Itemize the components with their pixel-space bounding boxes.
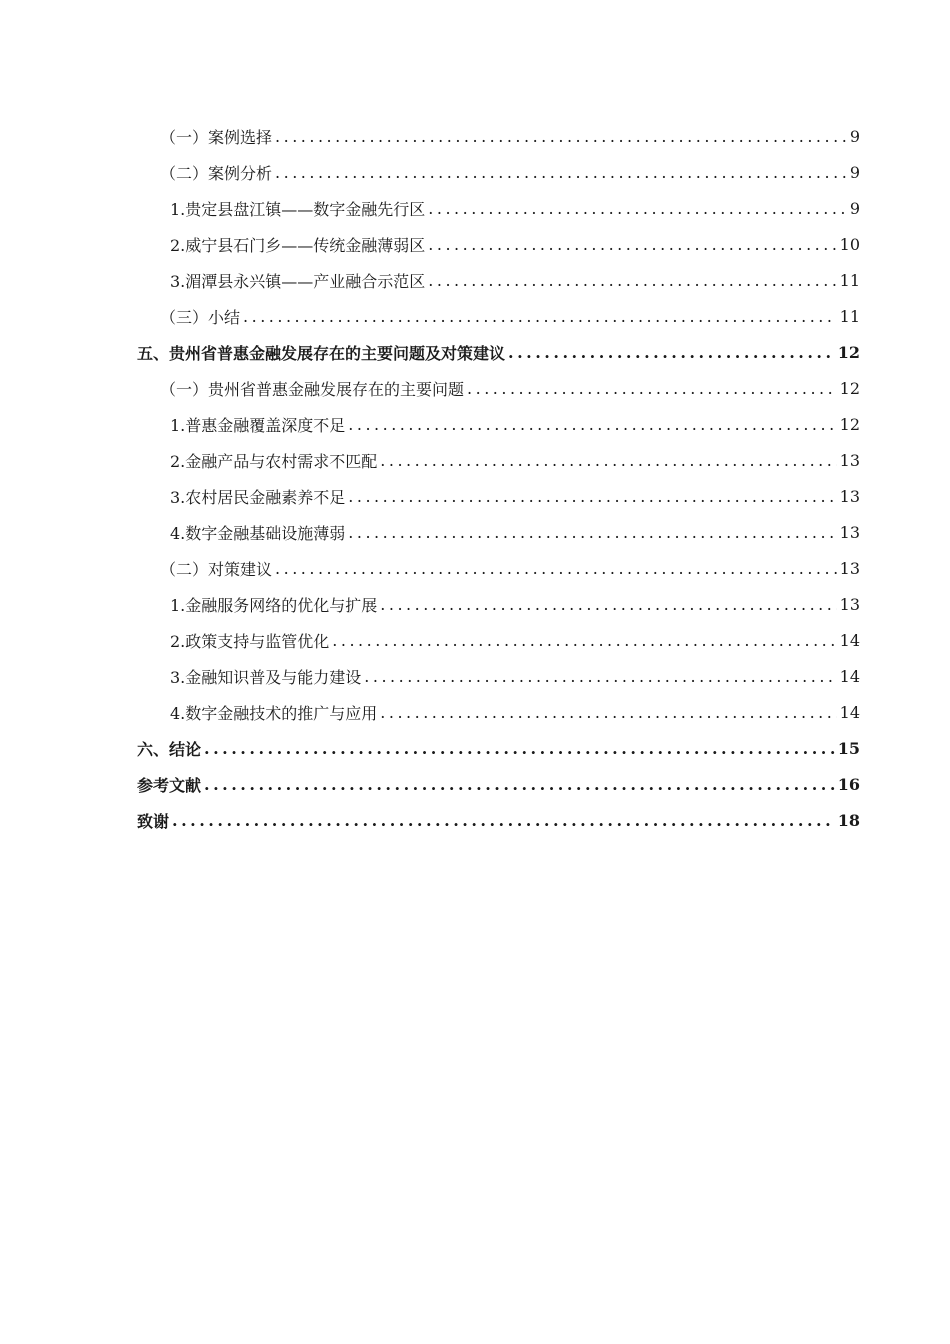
toc-leader-dots (364, 667, 836, 686)
toc-leader-dots (275, 559, 837, 578)
toc-entry-title: 3.湄潭县永兴镇——产业融合示范区 (170, 271, 426, 291)
toc-page-number: 15 (837, 738, 860, 758)
toc-page-number: 13 (839, 522, 860, 542)
toc-leader-dots (467, 379, 837, 398)
toc-leader-dots (275, 127, 847, 146)
toc-leader-dots (348, 415, 836, 434)
toc-page-number: 18 (837, 810, 860, 830)
toc-page-number: 9 (849, 198, 860, 218)
toc-leader-dots (428, 199, 847, 218)
toc-page-number: 11 (839, 270, 860, 290)
toc-entry-title: （二）案例分析 (160, 163, 273, 183)
toc-leader-dots (172, 811, 835, 830)
toc-entry[interactable] (137, 442, 860, 478)
toc-entry[interactable] (137, 694, 860, 730)
toc-entry-title: 2.金融产品与农村需求不匹配 (170, 451, 378, 471)
toc-leader-dots (348, 487, 836, 506)
toc-leader-dots (348, 523, 836, 542)
toc-entry[interactable] (137, 370, 860, 406)
toc-entry[interactable] (137, 658, 860, 694)
toc-page-number: 14 (839, 666, 860, 686)
toc-entry[interactable] (137, 406, 860, 442)
toc-page-number: 11 (839, 306, 860, 326)
toc-entry[interactable] (137, 730, 860, 766)
toc-page-number: 12 (839, 378, 860, 398)
toc-page-number: 14 (839, 630, 860, 650)
toc-entry[interactable] (137, 154, 860, 190)
toc-entry[interactable] (137, 262, 860, 298)
toc-entry[interactable] (137, 226, 860, 262)
toc-page-number: 12 (839, 414, 860, 434)
toc-entry-title: （三）小结 (160, 307, 241, 327)
toc-entry[interactable] (137, 298, 860, 334)
toc-entry[interactable] (137, 766, 860, 802)
toc-entry-title: （一）贵州省普惠金融发展存在的主要问题 (160, 379, 465, 399)
toc-page-number: 14 (839, 702, 860, 722)
toc-entry[interactable] (137, 802, 860, 838)
toc-entry-title: （二）对策建议 (160, 559, 273, 579)
toc-page-number: 10 (839, 234, 860, 254)
toc-entry[interactable] (137, 190, 860, 226)
toc-entry-title: （一）案例选择 (160, 127, 273, 147)
toc-entry-title: 4.数字金融基础设施薄弱 (170, 523, 346, 543)
toc-entry-title: 2.政策支持与监管优化 (170, 631, 330, 651)
toc-page-number: 9 (849, 126, 860, 146)
toc-entry[interactable] (137, 334, 860, 370)
toc-entry[interactable] (137, 118, 860, 154)
toc-entry[interactable] (137, 514, 860, 550)
toc-entry-title: 3.农村居民金融素养不足 (170, 487, 346, 507)
toc-leader-dots (380, 451, 836, 470)
toc-entry-title: 五、贵州省普惠金融发展存在的主要问题及对策建议 (137, 343, 506, 363)
toc-page-number: 16 (837, 774, 860, 794)
toc-leader-dots (275, 163, 847, 182)
toc-leader-dots (243, 307, 837, 326)
toc-leader-dots (204, 775, 835, 794)
toc-entry-title: 1.普惠金融覆盖深度不足 (170, 415, 346, 435)
toc-page-number: 13 (839, 558, 860, 578)
toc-leader-dots (508, 343, 835, 362)
toc-leader-dots (428, 235, 836, 254)
toc-page-number: 13 (839, 486, 860, 506)
toc-leader-dots (380, 703, 836, 722)
toc-entry-title: 六、结论 (137, 739, 202, 759)
toc-entry-title: 参考文献 (137, 775, 202, 795)
toc-page-number: 12 (837, 342, 860, 362)
toc-entry-title: 1.贵定县盘江镇——数字金融先行区 (170, 199, 426, 219)
toc-page-number: 13 (839, 594, 860, 614)
toc-page-number: 9 (849, 162, 860, 182)
toc-leader-dots (204, 739, 835, 758)
toc-page-number: 13 (839, 450, 860, 470)
toc-entry-title: 1.金融服务网络的优化与扩展 (170, 595, 378, 615)
toc-entry-title: 3.金融知识普及与能力建设 (170, 667, 362, 687)
toc-leader-dots (332, 631, 836, 650)
toc-entry[interactable] (137, 478, 860, 514)
toc-leader-dots (380, 595, 836, 614)
toc-entry-title: 4.数字金融技术的推广与应用 (170, 703, 378, 723)
table-of-contents (137, 118, 860, 838)
toc-entry[interactable] (137, 550, 860, 586)
toc-leader-dots (428, 271, 836, 290)
toc-entry[interactable] (137, 586, 860, 622)
toc-entry-title: 致谢 (137, 811, 170, 831)
toc-entry-title: 2.威宁县石门乡——传统金融薄弱区 (170, 235, 426, 255)
toc-entry[interactable] (137, 622, 860, 658)
